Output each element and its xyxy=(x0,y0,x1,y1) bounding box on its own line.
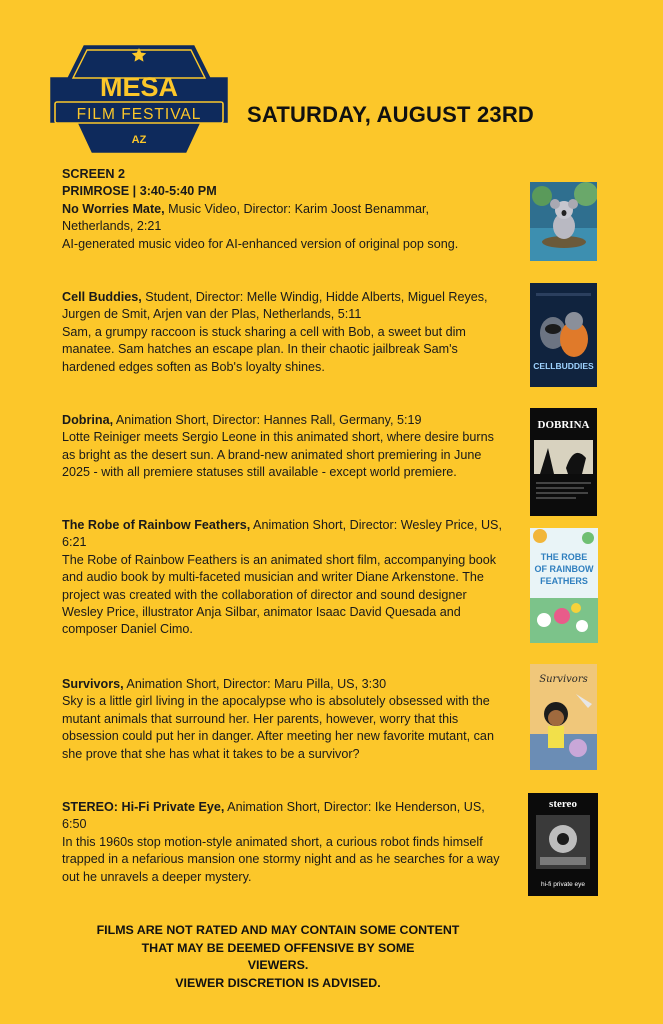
screen-label: SCREEN 2 xyxy=(62,167,125,181)
film-entry-stereo-hi-fi-private-eye xyxy=(62,799,502,886)
film-details: Animation Short, Director: Wesley Price, US, 6:21 xyxy=(62,518,502,550)
film-details: Animation Short, Director: Hannes Rall, Germany, 5:19 xyxy=(113,413,422,427)
film-entry-no-worries-mate xyxy=(62,166,502,253)
advisory-line: VIEWERS. xyxy=(247,958,309,972)
advisory-line: THAT MAY BE DEEMED OFFENSIVE BY SOME xyxy=(141,940,415,955)
film-description: Sky is a little girl living in the apocalypse who is absolutely obsessed with the mutant animals that surround her. Her parents, however, worry that this obsession could put her in danger. After meeting her new favorite mutant, can she prove that she has what it takes to be a survivor? xyxy=(62,694,494,761)
film-entry-cell-buddies xyxy=(62,289,502,376)
film-description: AI-generated music video for AI-enhanced version of original pop song. xyxy=(62,236,459,251)
mesa-film-festival-logo xyxy=(45,38,233,160)
film-entry-dobrina xyxy=(62,412,502,482)
film-description: In this 1960s stop motion-style animated short, a curious robot finds himself trapped in a nefarious mansion one stormy night and as he searches for a way out he unravels a deeper mystery. xyxy=(62,834,500,884)
film-description: Sam, a grumpy raccoon is stuck sharing a cell with Bob, a sweet but dim manatee. Sam hatches an escape plan. In their chaotic jailbreak Sam's hardened edges soften as Bob's loyalty shines. xyxy=(62,324,466,374)
advisory-line: VIEWER DISCRETION IS ADVISED. xyxy=(175,975,381,990)
screen-block-time: PRIMROSE | 3:40-5:40 PM xyxy=(62,184,217,199)
cellbuddies-poster-icon xyxy=(530,283,597,387)
advisory-line: FILMS ARE NOT RATED AND MAY CONTAIN SOME CONTENT xyxy=(96,923,460,937)
content-advisory xyxy=(60,922,496,992)
koala-poster-icon xyxy=(530,182,597,261)
film-title: Survivors, xyxy=(62,677,124,691)
poster-title: CELLBUDDIES xyxy=(533,361,594,371)
film-description: Lotte Reiniger meets Sergio Leone in this animated short, where desire burns as bright as the desert sun. A brand-new animated short premiering in June 2025 - with all premiere statuses still available - except world premiere. xyxy=(62,430,494,480)
film-title: STEREO: Hi-Fi Private Eye, xyxy=(62,800,225,814)
page-title-date: SATURDAY, AUGUST 23RD xyxy=(247,102,534,127)
poster-title: Survivors xyxy=(539,674,588,685)
film-details: Animation Short, Director: Maru Pilla, US, 3:30 xyxy=(123,677,387,691)
poster-title-line: OF RAINBOW xyxy=(534,564,594,574)
film-details: Student, Director: Melle Windig, Hidde Alberts, Miguel Reyes, Jurgen de Smit, Arjen van der Plas, Netherlands, 5:11 xyxy=(62,290,488,322)
film-details: Music Video, Director: Karim Joost Benammar, Netherlands, 2:21 xyxy=(62,201,429,234)
film-title: Cell Buddies, xyxy=(62,290,142,304)
logo-film-festival: FILM FESTIVAL xyxy=(76,106,202,123)
poster-title: DOBRINA xyxy=(537,419,590,431)
film-title: The Robe of Rainbow Feathers, xyxy=(62,518,251,532)
logo-az: AZ xyxy=(131,134,147,146)
survivors-poster-icon xyxy=(530,664,597,770)
logo-mesa: MESA xyxy=(99,72,179,102)
film-entry-robe-of-rainbow-feathers xyxy=(62,517,502,639)
poster-title-line: THE ROBE xyxy=(540,552,588,562)
film-details: Animation Short, Director: Ike Henderson, US, 6:50 xyxy=(62,800,485,832)
film-description: The Robe of Rainbow Feathers is an animated short film, accompanying book and audio book by multi-faceted musician and writer Diane Arkenstone. The project was created with the collaboration of director and sound designer Wesley Price, illustrator Anja Silbar, animator Isaac David Quesada and composer Daniel Cimo. xyxy=(62,552,497,637)
rainbow-feathers-poster-icon xyxy=(530,528,598,643)
poster-subtitle: hi-fi private eye xyxy=(540,881,586,888)
dobrina-poster-icon xyxy=(530,408,597,516)
film-title: No Worries Mate, xyxy=(62,201,165,216)
stereo-poster-icon xyxy=(528,793,598,896)
poster-title-line: FEATHERS xyxy=(540,576,588,586)
film-entry-survivors xyxy=(62,676,502,763)
poster-title: stereo xyxy=(549,798,577,810)
film-title: Dobrina, xyxy=(62,413,114,427)
